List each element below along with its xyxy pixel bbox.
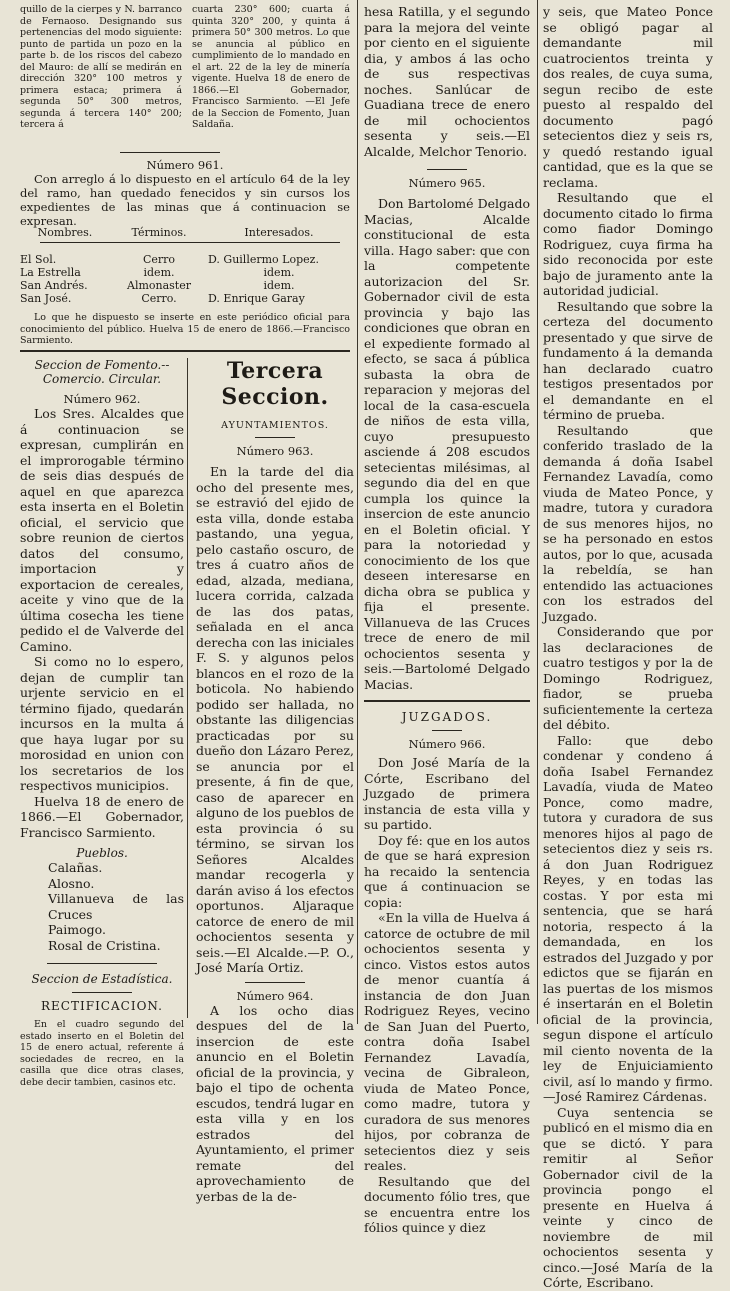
row-person: idem. xyxy=(263,266,295,279)
tercera-heading: Tercera Seccion. xyxy=(221,358,329,410)
row-person: D. Guillermo Lopez. xyxy=(208,253,319,266)
notice-961-footer: Lo que he dispuesto se inserte en este periódico oficial para conocimiento del público. Huelva 15 de enero de 1866.—Francisco Sarmiento. xyxy=(20,312,350,346)
short-divider xyxy=(427,169,467,170)
notice-961-title: Número 961. xyxy=(146,158,224,172)
header-interesados: Interesados. xyxy=(244,226,314,239)
notice-961-footer-block xyxy=(20,312,350,347)
header-terminos: Términos. xyxy=(131,226,187,239)
row-person: idem. xyxy=(263,279,295,292)
notice-966-p3: «En la villa de Huelva á catorce de octubre de mil ochocientos sesenta y cinco. Vistos estos autos de menor cuantía á instancia de don Juan Rodriguez Reyes, vecino de San Juan del Puerto, contra doña Isabel Fernandez Lavadía, vecina de Gibraleon, viuda de Mateo Ponce, como madre, tutora y curadora de sus menores hijos, por cobranza de setecientos diez y seis reales. xyxy=(364,910,530,1173)
sentence-p2: Resultando que el documento citado lo firma como fiador Domingo Rodriguez, cuya firma ha sido reconocida por este bajo de juramento ante la autoridad judicial. xyxy=(543,190,713,298)
row-term: Almonaster xyxy=(127,279,191,292)
section-divider xyxy=(20,350,350,352)
row-name: El Sol. xyxy=(20,253,57,266)
sentence-p1: y seis, que Mateo Ponce se obligó pagar al demandante mil cuatrocientos treinta y dos reales, de cuya suma, segun recibo de este puesto al respaldo del documento pagó setecientos diez y seis rs, y quedó restando igual cantidad, que es la que se reclama. xyxy=(543,4,713,190)
pueblo-item: Villanueva de las Cruces xyxy=(48,891,184,922)
short-divider xyxy=(255,437,295,438)
mines-table xyxy=(18,226,352,305)
section-divider xyxy=(364,700,530,702)
column-rule xyxy=(357,0,358,1024)
fomento-heading: Seccion de Fomento.--Comercio. Circular. xyxy=(34,358,170,386)
mine-continuation-text: quillo de la cierpes y N. barranco de Fernaoso. Designando sus pertenencias del modo siguiente: punto de partida un pozo en la parte b. de los riscos del cabezo del Mauro: de allí se medirán en dirección 320° 100 metros y primera estaca; primera á segunda 50° 300 metros, segunda á tercera 140° 200; tercera á xyxy=(20,4,182,130)
pueblo-item: Alosno. xyxy=(48,875,95,891)
mine-announcement-text: cuarta 230° 600; cuarta á quinta 320° 200, y quinta á primera 50° 300 metros. Lo que se anuncia al público en cumplimiento de lo mandado en el art. 22 de la ley de minería vigente. Huelva 18 de enero de 1866.—El Gobernador, Francisco Sarmiento. —El Jefe de la Seccion de Fomento, Juan Saldaña. xyxy=(192,4,350,130)
mines-table-header xyxy=(18,226,352,239)
notice-963-title: Número 963. xyxy=(236,444,314,458)
column-4 xyxy=(543,4,713,1290)
pueblos-label: Pueblos. xyxy=(76,846,128,860)
ayuntamientos-heading: AYUNTAMIENTOS. xyxy=(221,420,329,431)
short-divider xyxy=(432,730,462,731)
estadistica-heading: Seccion de Estadística. xyxy=(31,972,173,986)
notice-965-title: Número 965. xyxy=(408,176,486,190)
pueblo-item: Rosal de Cristina. xyxy=(48,937,161,953)
table-row xyxy=(18,266,352,279)
rectificacion-text: En el cuadro segundo del estado inserto en el Boletin del 15 de enero actual, referente á sociedades de recreo, en la casilla que dice otras clases, debe decir tambien, casinos etc. xyxy=(20,1019,184,1088)
sentence-p7: Cuya sentencia se publicó en el mismo dia en que se dictó. Y para remitir al Señor Gobernador civil de la provincia pongo el presente en Huelva á veinte y cinco de noviembre de mil ochocientos sesenta y cinco.—José María de la Córte, Escribano. xyxy=(543,1104,713,1290)
notice-964-continuation: hesa Ratilla, y el segundo para la mejora del veinte por ciento en el siguiente dia, y ambos á las ocho de sus respectivas noches. Sanlúcar de Guadiana trece de enero de mil ochocientos sesenta y seis.—El Alcalde, Melchor Tenorio. xyxy=(364,4,530,159)
tercera-section xyxy=(196,358,354,1204)
row-name: La Estrella xyxy=(20,266,81,279)
table-row xyxy=(18,253,352,266)
notice-962-title: Número 962. xyxy=(63,392,141,406)
pueblo-item: Calañas. xyxy=(48,860,103,875)
row-name: San Andrés. xyxy=(20,279,88,292)
table-row xyxy=(18,279,352,292)
rectificacion-heading: RECTIFICACION. xyxy=(41,999,163,1013)
column-rule xyxy=(537,0,538,1024)
juzgados-heading: JUZGADOS. xyxy=(401,710,493,724)
short-divider xyxy=(47,963,157,964)
sentence-p3: Resultando que sobre la certeza del documento presentado y que sirve de fundamento á la demanda han declarado cuatro testigos presentados por el demandante en el término de prueba. xyxy=(543,298,713,422)
sentence-p4: Resultando que conferido traslado de la demanda á doña Isabel Fernandez Lavadía, como viuda de Mateo Ponce, y madre, tutora y curadora de sus menores hijos, no se ha personado en estos autos, por lo que, acusada la rebeldía, se han entendido las actuaciones con los estrados del Juzgado. xyxy=(543,422,713,624)
notice-962-p2: Si como no lo espero, dejan de cumplir tan urjente servicio en el término fijado, quedarán incursos en la multa á que haya lugar por su morosidad en union con los secretarios de los respectivos municipios. xyxy=(20,654,184,793)
column-1-top xyxy=(20,4,182,131)
row-term: idem. xyxy=(143,266,175,279)
sentence-p6: Fallo: que debo condenar y condeno á doña Isabel Fernandez Lavadía, viuda de Mateo Ponce, como madre, tutora y curadora de sus menores hijos al pago de setecientos diez y seis rs. á don Juan Rodriguez Reyes, y en todas las costas. Y por esta mi sentencia, que se hará notoria, respecto á la demandada, en los estrados del Juzgado y por edictos que se fijarán en las puertas de los mismos é insertarán en el Boletin oficial de la provincia, segun dispone el artículo mil ciento noventa de la ley de Enjuiciamiento civil, así lo mando y firmo.—José Ramirez Cárdenas. xyxy=(543,732,713,1104)
notice-961-intro: Con arreglo á lo dispuesto en el artículo 64 de la ley del ramo, han quedado fenecidos y sin cursos los expedientes de las minas que á continuacion se expresan. xyxy=(20,172,350,228)
fomento-section xyxy=(20,358,184,1088)
notice-966-p2: Doy fé: que en los autos de que se hará expresion ha recaido la sentencia que á continuacion se copia: xyxy=(364,832,531,910)
notice-963-text: En la tarde del dia ocho del presente mes, se estravió del ejido de esta villa, donde estaba pastando, una yegua, pelo castaño oscuro, de tres á cuatro años de edad, alzada, mediana, lucera corrida, calzada de las dos patas, señalada en el anca derecha con las iniciales F. S. y algunos pelos blancos en el rozo de la boticola. No habiendo podido ser hallada, no obstante las diligencias practicadas por su dueño don Lázaro Perez, se anuncia por el presente, á fin de que, caso de aparecer en alguno de los pueblos de esta provincia ó su término, se sirvan los Señores Alcaldes mandar recogerla y darán aviso á los efectos oportunos. Aljaraque catorce de enero de mil ochocientos sesenta y seis.—El Alcalde.—P. O., José María Ortiz. xyxy=(196,464,354,975)
notice-962-p1: Los Sres. Alcaldes que á continuacion se expresan, cumplirán en el improrogable término de seis dias después de aquel en que aparezca esta inserta en el Boletin oficial, el servicio que sobre reunion de ciertos datos del consumo, importacion y exportacion de cereales, aceite y vino que de la última cosecha les tiene pedido el de Valverde del Camino. xyxy=(20,406,184,654)
table-header-rule xyxy=(40,242,340,243)
column-rule xyxy=(187,358,188,1018)
notice-965-text: Don Bartolomé Delgado Macias, Alcalde constitucional de esta villa. Hago saber: que con la competente autorizacion del Sr. Gobernador civil de esta provincia y bajo las condiciones que obran en el expediente formado al efecto, se saca á pública subasta la obra de reparacion y mejoras del local de la casa-escuela de niños de esta villa, cuyo presupuesto asciende á 208 escudos setecientas milésimas, al segundo dia del en que cumpla los quince la insercion de este anuncio en el Boletin oficial. Y para la notoriedad y conocimiento de los que deseen interesarse en dicha obra se publica y fija el presente. Villanueva de las Cruces trece de enero de mil ochocientos sesenta y seis.—Bartolomé Delgado Macias. xyxy=(364,196,530,692)
notice-966-p1: Don José María de la Córte, Escribano del Juzgado de primera instancia de esta villa y su partido. xyxy=(364,755,530,832)
table-row xyxy=(18,292,352,305)
short-divider xyxy=(120,152,220,153)
row-person: D. Enrique Garay xyxy=(208,292,305,305)
pueblo-item: Paimogo. xyxy=(48,922,106,937)
row-term: Cerro. xyxy=(141,292,177,305)
row-term: Cerro xyxy=(142,253,176,266)
row-name: San José. xyxy=(20,292,72,305)
notice-966-title: Número 966. xyxy=(408,737,486,751)
short-divider xyxy=(72,992,132,993)
short-divider xyxy=(245,982,305,983)
notice-964-text: A los ocho dias despues del de la insercion de este anuncio en el Boletin oficial de la provincia, y bajo el tipo de ochenta escudos, tendrá lugar en esta villa y en los estrados del Ayuntamiento, el primer remate del aprovechamiento de yerbas de la de- xyxy=(196,1002,354,1204)
notice-966-p4: Resultando que del documento fólio tres, que se encuentra entre los fólios quince y diez xyxy=(364,1173,530,1235)
notice-964-title: Número 964. xyxy=(236,988,314,1003)
sentence-p5: Considerando que por las declaraciones de cuatro testigos y por la de Domingo Rodriguez, fiador, se prueba suficientemente la certeza del débito. xyxy=(543,624,713,732)
column-2-top xyxy=(192,4,350,131)
header-nombres: Nombres. xyxy=(37,226,93,239)
notice-961 xyxy=(20,158,350,228)
notice-962-p3: Huelva 18 de enero de 1866.—El Gobernador, Francisco Sarmiento. xyxy=(20,793,184,840)
column-3 xyxy=(364,4,531,1235)
